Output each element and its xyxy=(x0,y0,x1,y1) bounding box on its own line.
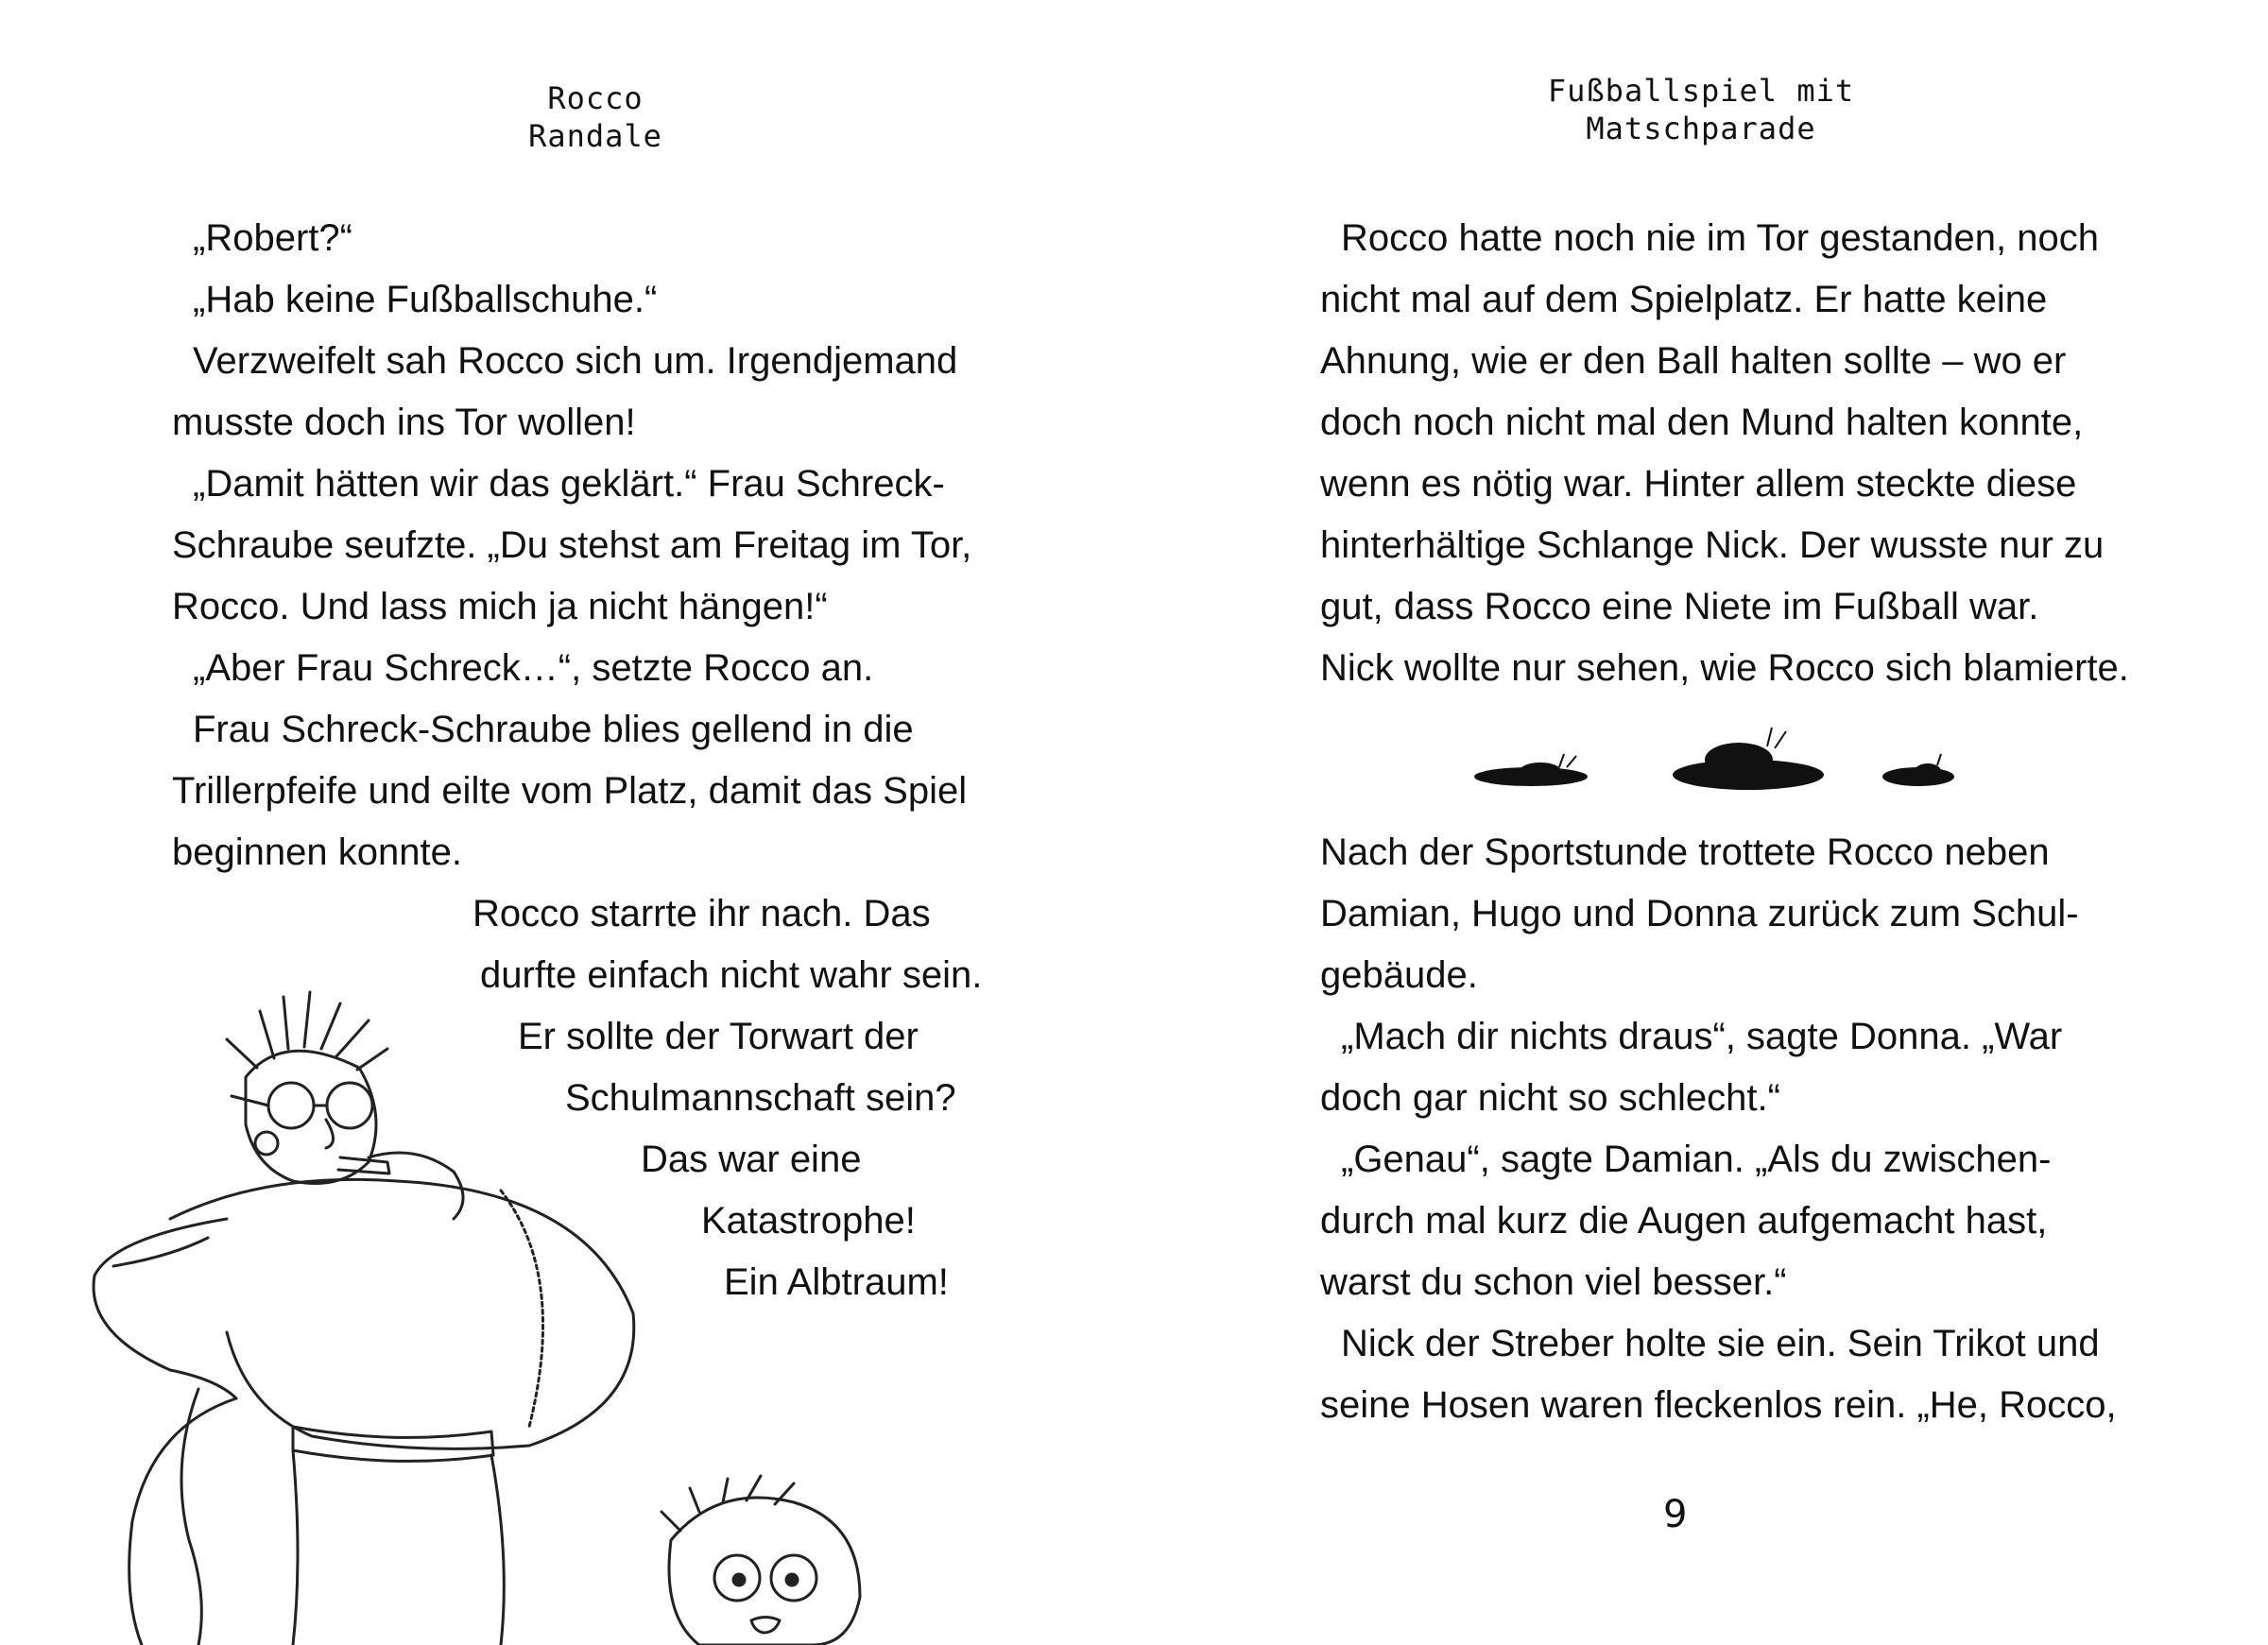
text-line: durfte einfach nicht wahr sein. xyxy=(480,954,983,996)
running-head-line: Randale xyxy=(528,118,662,154)
running-head-line: Matschparade xyxy=(1586,111,1816,146)
text-line: durch mal kurz die Augen aufgemacht hast, xyxy=(1320,1200,2048,1242)
text-line: Er sollte der Torwart der xyxy=(518,1016,919,1057)
text-line: Katastrophe! xyxy=(701,1200,916,1242)
page-number: 9 xyxy=(1663,1493,1688,1536)
text-line: seine Hosen waren fleckenlos rein. „He, Rocco, xyxy=(1320,1384,2117,1426)
text-line: Damian, Hugo und Donna zurück zum Schul- xyxy=(1320,893,2079,934)
text-line: Frau Schreck-Schraube blies gellend in die xyxy=(193,709,914,750)
text-line: „Hab keine Fußballschuhe.“ xyxy=(193,279,658,320)
running-head-line: Fußballspiel mit xyxy=(1547,73,1855,109)
mud-splat-ornament xyxy=(1455,718,1984,831)
text-line: hinterhältige Schlange Nick. Der wusste nur zu xyxy=(1320,524,2105,566)
text-line: nicht mal auf dem Spielplatz. Er hatte keine xyxy=(1320,279,2048,320)
text-line: „Damit hätten wir das geklärt.“ Frau Schreck- xyxy=(193,463,945,505)
text-line: musste doch ins Tor wollen! xyxy=(172,402,636,443)
teacher-and-boy-illustration xyxy=(57,954,1058,1645)
text-line: Verzweifelt sah Rocco sich um. Irgendjemand xyxy=(193,340,958,382)
text-line: Ein Albtraum! xyxy=(724,1261,949,1303)
text-line: Trillerpfeife und eilte vom Platz, damit das Spiel xyxy=(172,770,968,812)
text-line: Nick der Streber holte sie ein. Sein Trikot und xyxy=(1341,1323,2100,1364)
right-page xyxy=(1134,0,2268,1645)
text-line: „Genau“, sagte Damian. „Als du zwischen- xyxy=(1341,1139,2052,1180)
text-line: „Aber Frau Schreck…“, setzte Rocco an. xyxy=(193,647,874,689)
text-line: Nach der Sportstunde trottete Rocco neben xyxy=(1320,831,2050,873)
text-line: gut, dass Rocco eine Niete im Fußball war. xyxy=(1320,586,2039,627)
text-line: doch noch nicht mal den Mund halten konnte, xyxy=(1320,402,2084,443)
text-line: Schulmannschaft sein? xyxy=(565,1077,956,1119)
text-line: „Robert?“ xyxy=(193,217,352,259)
text-line: Das war eine xyxy=(641,1139,862,1180)
running-head-right xyxy=(1512,72,1890,147)
text-line: beginnen konnte. xyxy=(172,831,462,873)
text-line: Nick wollte nur sehen, wie Rocco sich blamierte. xyxy=(1320,647,2129,689)
running-head-line: Rocco xyxy=(547,80,644,116)
text-line: Rocco. Und lass mich ja nicht hängen!“ xyxy=(172,586,828,627)
text-line: Ahnung, wie er den Ball halten sollte – wo er xyxy=(1320,340,2067,382)
text-line: „Mach dir nichts draus“, sagte Donna. „War xyxy=(1341,1016,2063,1057)
text-line: wenn es nötig war. Hinter allem steckte diese xyxy=(1320,463,2077,505)
text-line: gebäude. xyxy=(1320,954,1478,996)
text-line: Schraube seufzte. „Du stehst am Freitag im Tor, xyxy=(172,524,972,566)
running-head-left xyxy=(454,79,737,155)
text-line: warst du schon viel besser.“ xyxy=(1320,1261,1787,1303)
text-line: Rocco starrte ihr nach. Das xyxy=(472,893,931,934)
text-line: Rocco hatte noch nie im Tor gestanden, noch xyxy=(1341,217,2099,259)
text-line: doch gar nicht so schlecht.“ xyxy=(1320,1077,1780,1119)
